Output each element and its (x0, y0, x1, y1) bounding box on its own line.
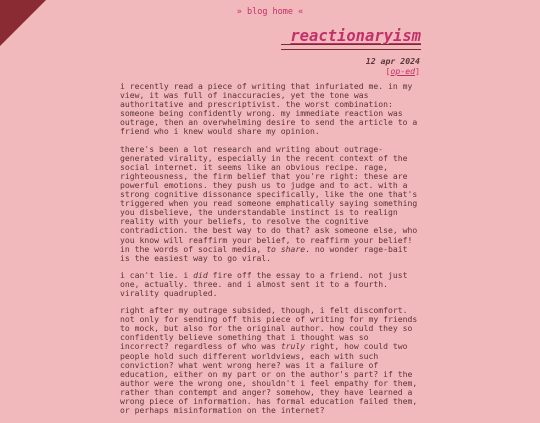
paragraph-2 (120, 145, 420, 263)
paragraph-3-end: fire off the essay to a friend. not just one, actually. three. and i almost sent it to a fourth. virality quadrupled. (120, 269, 408, 298)
blog-home-link[interactable]: blog home (246, 7, 294, 17)
tag-link-op-ed[interactable]: op-ed (390, 66, 416, 76)
paragraph-2-text: there's been a lot research and writing about outrage-generated virality, especially in the recent context of the social internet. it seems like an obvious recipe. rage, righteousness, the firm belief that you're right: these are powerful emotions. they push us to judge and to act. with a strong cognitive dissonance specifically, like the one that's triggered when you read someone emphatically saying something you disbelieve, the understandable instinct is to realign reality with your beliefs, to resolve the cognitive contradiction. the best way to do that? ask someone else, who you know will reaffirm your belief, to reaffirm your belief! in the words of social media, (120, 143, 418, 254)
paragraph-3-emphasis: did (193, 269, 208, 280)
nav-prefix: » (236, 7, 247, 17)
paragraph-3-start: i can't lie. i (120, 269, 194, 280)
paragraph-2-emphasis: to share (266, 243, 306, 254)
page-title[interactable]: reactionaryism (290, 27, 421, 45)
site-header (290, 26, 421, 45)
paragraph-4-end: right, how could two people hold such different worldviews, each with such conviction? what went wrong here? was it a failure of education, either on my part or on the author's part? if the author were the wrong one, shouldn't i feel empathy for them, rather than contempt and anger? somehow, they have learned a wrong piece of information. has formal education failed them, or perhaps misinformation on the internet? (120, 341, 418, 416)
top-nav (0, 7, 540, 17)
post-meta (366, 56, 420, 76)
paragraph-2-end: . no wonder rage-bait is the easiest way to go viral. (120, 243, 408, 263)
post-body (120, 82, 420, 423)
nav-suffix: « (293, 7, 304, 17)
tag-close: ] (415, 66, 420, 76)
paragraph-4-start: right after my outrage subsided, though, i felt discomfort. not only for sending off this piece of writing for my friends to mock, but also for the original author. how could they so confidently believe something that i thought was so incorrect? regardless of who was (120, 305, 418, 352)
paragraph-3 (120, 271, 420, 298)
title-rule (281, 44, 421, 50)
paragraph-4-emphasis: truly (280, 341, 306, 352)
paragraph-1: i recently read a piece of writing that infuriated me. in my view, it was full of inaccuracies, yet the tone was authoritative and prescriptivist. the worst combination: someone being confidently wrong. my immediate reaction was outrage, then an overwhelming desire to send the article to a friend who i knew would share my opinion. (120, 81, 418, 137)
post-date: 12 apr 2024 (365, 56, 420, 66)
post-tag (366, 66, 420, 76)
tag-open: [ (385, 66, 391, 76)
paragraph-4 (120, 306, 420, 415)
